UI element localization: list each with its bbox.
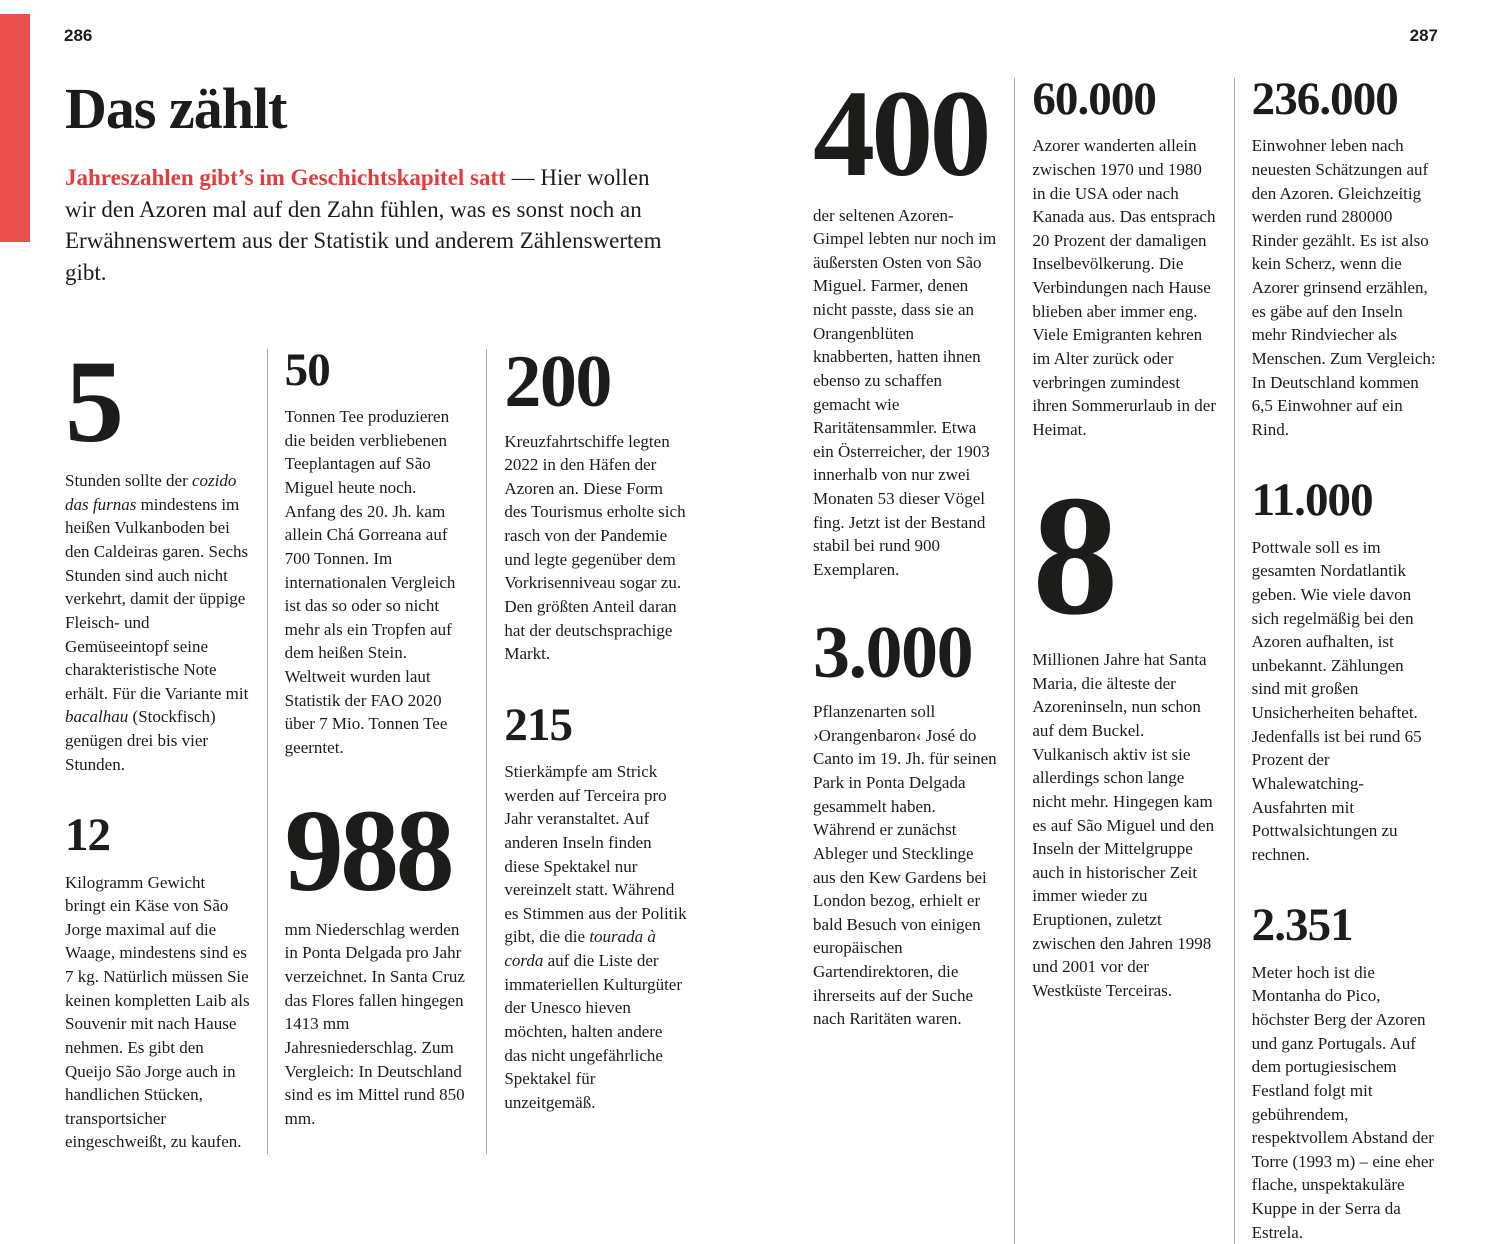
stat-item bbox=[65, 809, 250, 1154]
column-1 bbox=[813, 65, 1014, 1244]
page-number-right: 287 bbox=[1409, 26, 1438, 45]
stat-number: 2.351 bbox=[1251, 899, 1353, 952]
stat-number: 11.000 bbox=[1251, 474, 1373, 527]
column-2 bbox=[1014, 73, 1233, 1244]
stat-number: 236.000 bbox=[1251, 73, 1398, 125]
stat-item bbox=[813, 65, 997, 582]
stat-item bbox=[504, 698, 689, 1115]
intro-lead: Jahreszahlen gibt’s im Geschichtskapitel satt bbox=[65, 165, 506, 190]
stat-number: 60.000 bbox=[1032, 73, 1156, 125]
stat-number: 8 bbox=[1032, 461, 1114, 652]
stat-number: 988 bbox=[284, 784, 452, 916]
stat-number: 200 bbox=[504, 340, 611, 423]
stat-item bbox=[65, 335, 250, 776]
column-1 bbox=[65, 335, 267, 1154]
stat-text: Pottwale soll es im gesamten Nordatlantik geben. Wie viele davon sich regelmäßig bei den Azoren aufhalten, ist unbekannt. Zählungen sind mit großen Unsicherheiten behaftet. Jedenfalls ist bei rund 65 Prozent der Whalewatching-Ausfahrten mit Pottwalsichtungen zu rechnen. bbox=[1251, 537, 1422, 864]
intro-paragraph bbox=[65, 162, 680, 289]
stat-number: 50 bbox=[284, 343, 330, 396]
stat-item bbox=[504, 340, 689, 666]
stat-number: 400 bbox=[813, 65, 988, 202]
page-title: Das zählt bbox=[65, 76, 287, 141]
stat-text: Kreuzfahrtschiffe legten 2022 in den Häfen der Azoren an. Diese Form des Tourismus erholte sich rasch von der Pandemie und legte gegenüber dem Vorkrisenniveau sogar zu. Den größten Anteil daran hat der deutschsprachige Markt. bbox=[504, 431, 686, 664]
stat-number: 215 bbox=[504, 698, 573, 751]
stat-number: 3.000 bbox=[813, 611, 973, 694]
stat-item bbox=[1251, 474, 1436, 866]
stat-text: Meter hoch ist die Montanha do Pico, höchster Berg der Azoren und ganz Portugals. Auf dem portugiesischem Festland folgt mit gebührendem, respektvollem Abstand der Torre (1993 m) – eine eher flache, unspektakuläre Kuppe in der Serra da Estrela. bbox=[1251, 962, 1435, 1242]
stat-number: 12 bbox=[65, 809, 111, 862]
stat-text: Stunden sollte der cozido das furnas mindestens im heißen Vulkanboden bei den Caldeiras garen. Sechs Stunden sind auch nicht verkehrt, damit der üppige Fleisch- und Gemüseeintopf seine charakteristische Note erhält. Für die Variante mit bacalhau (Stockfisch) genügen drei bis vier Stunden. bbox=[65, 471, 249, 774]
stat-text: der seltenen Azoren-Gimpel lebten nur noch im äußersten Osten von São Miguel. Farmer, denen nicht passte, dass sie an Orangenblüten knabberten, hatten ihnen ebenso zu schaffen gemacht wie Raritätensammler. Etwa ein Österreicher, der 1903 innerhalb von nur zwei Monaten 53 dieser Vögel fing. Jetzt ist der Bestand stabil bei rund 900 Exemplaren. bbox=[813, 205, 997, 579]
left-columns bbox=[65, 335, 690, 1154]
chapter-color-bar bbox=[0, 14, 30, 242]
stat-text: Pflanzenarten soll ›Orangenbaron‹ José do Canto im 19. Jh. für seinen Park in Ponta Delgada gesammelt haben. Während er zunächst Ableger und Stecklinge aus den Kew Gardens bei London bezog, erhielt er bald Besuch von einigen europäischen Gartendirektoren, die ihrerseits auf der Suche nach Raritäten waren. bbox=[813, 702, 997, 1029]
stat-text: Millionen Jahre hat Santa Maria, die älteste der Azoreninseln, nun schon auf dem Buckel. Vulkanisch aktiv ist sie allerdings schon lange nicht mehr. Hingegen kam es auf São Miguel und den Inseln der Mittelgruppe auch in historischer Zeit immer wieder zu Eruptionen, zuletzt zwischen den Jahren 1998 und 2001 vor der Westküste Terceiras. bbox=[1032, 650, 1215, 1000]
stat-item bbox=[1032, 73, 1216, 441]
stat-item bbox=[284, 784, 470, 1131]
column-2 bbox=[267, 343, 487, 1154]
column-3 bbox=[1234, 73, 1437, 1244]
stat-text: Einwohner leben nach neuesten Schätzungen auf den Azoren. Gleichzeitig werden rund 280000 Rinder gezählt. Es ist also kein Scherz, wenn die Azorer grinsend erzählen, es gäbe auf den Inseln mehr Rindviecher als Menschen. Zum Vergleich: In Deutschland kommen 6,5 Einwohner auf ein Rind. bbox=[1251, 136, 1436, 439]
stat-text: Azorer wanderten allein zwischen 1970 und 1980 in die USA oder nach Kanada aus. Das entsprach 20 Prozent der damaligen Inselbevölkerung. Die Verbindungen nach Hause blieben aber immer eng. Viele Emigranten kehren im Alter zurück oder verbringen zumindest ihren Sommerurlaub in der Heimat. bbox=[1032, 136, 1216, 439]
intro-rest: — Hier wollen wir den Azoren mal auf den Zahn fühlen, was es sonst noch an Erwähnenswertem aus der Statistik und anderem Zählenswertem gibt. bbox=[65, 165, 662, 286]
column-3 bbox=[486, 340, 690, 1154]
stat-item bbox=[1251, 73, 1436, 441]
page-left bbox=[65, 76, 690, 1154]
stat-text: Tonnen Tee produzieren die beiden verbliebenen Teeplantagen auf São Miguel heute noch. Anfang des 20. Jh. kam allein Chá Gorreana auf 700 Tonnen. Im internationalen Vergleich ist das so oder so nicht mehr als ein Tropfen auf dem heißen Stein. Weltweit wurden laut Statistik der FAO 2020 über 7 Mio. Tonnen Tee geerntet. bbox=[284, 407, 456, 757]
stat-item bbox=[1032, 461, 1216, 1002]
right-columns bbox=[813, 65, 1437, 1244]
page-right bbox=[813, 65, 1437, 1244]
stat-item bbox=[813, 611, 997, 1031]
page-number-left: 286 bbox=[64, 26, 93, 45]
stat-text: Stierkämpfe am Strick werden auf Terceira pro Jahr veranstaltet. Auf anderen Inseln finden diese Spektakel nur vereinzelt statt. Während es Stimmen aus der Politik gibt, die die tourada à corda auf die Liste der immateriellen Kulturgüter der Unesco hieven möchten, halten andere das nicht ungefährliche Spektakel für unzeitgemäß. bbox=[504, 762, 687, 1112]
stat-text: mm Niederschlag werden in Ponta Delgada pro Jahr verzeichnet. In Santa Cruz das Flores fallen hingegen 1413 mm Jahresniederschlag. Zum Vergleich: In Deutschland sind es im Mittel rund 850 mm. bbox=[284, 919, 465, 1128]
stat-item bbox=[284, 343, 470, 760]
stat-number: 5 bbox=[65, 335, 121, 467]
stat-text: Kilogramm Gewicht bringt ein Käse von São Jorge maximal auf die Waage, mindestens sind es 7 kg. Natürlich müssen Sie keinen kompletten Laib als Souvenir mit nach Hause nehmen. Es gibt den Queijo São Jorge auch in handlichen Stücken, transportsicher eingeschweißt, zu kaufen. bbox=[65, 872, 250, 1152]
stat-item bbox=[1251, 899, 1436, 1244]
